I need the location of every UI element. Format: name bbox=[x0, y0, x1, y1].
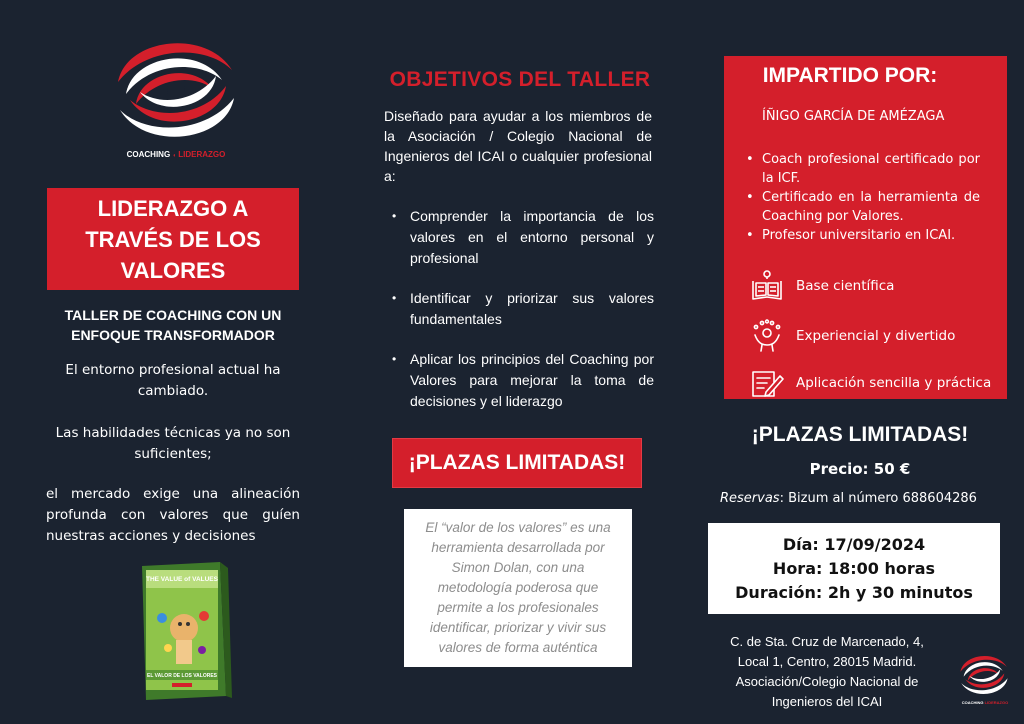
feature-experiencial bbox=[750, 318, 1000, 354]
event-time: Hora: 18:00 horas bbox=[772, 558, 936, 578]
workshop-subtitle: TALLER DE COACHING CON UN ENFOQUE TRANSFORMADOR bbox=[64, 307, 282, 343]
feature-label: Base científica bbox=[796, 278, 895, 294]
plazas-limitadas-heading: ¡PLAZAS LIMITADAS! bbox=[751, 423, 969, 446]
reservations-info bbox=[720, 491, 1010, 506]
venue-address bbox=[704, 632, 950, 712]
workshop-title-banner bbox=[47, 188, 299, 290]
event-duration: Duración: 2h y 30 minutos bbox=[735, 582, 973, 602]
intro-paragraph-1: El entorno profesional actual ha cambiado. bbox=[65, 362, 281, 399]
address-line: Ingenieros del ICAI bbox=[771, 694, 883, 709]
logo-small-word-liderazgo: LIDERAZGO bbox=[984, 700, 1009, 705]
intro-paragraph-2: Las habilidades técnicas ya no son suficientes; bbox=[55, 425, 291, 462]
address-line: C. de Sta. Cruz de Marcenado, 4, bbox=[730, 634, 924, 649]
credential-item: • Coach profesional certificado por la ICF. bbox=[744, 150, 980, 188]
credential-item: • Profesor universitario en ICAI. bbox=[744, 226, 980, 245]
event-date: Día: 17/09/2024 bbox=[782, 534, 926, 554]
quote-text: El “valor de los valores” es una herramienta desarrollada por Simon Dolan, con una metodología poderosa que permite a los profesionales identificar, priorizar y vivir sus valores de forma auténtica bbox=[425, 520, 611, 655]
reservations-label: Reservas bbox=[720, 491, 780, 506]
plazas-limitadas-banner bbox=[392, 438, 642, 488]
celebrating-person-icon bbox=[750, 319, 784, 353]
objective-item: • Comprender la importancia de los valores en el entorno personal y profesional bbox=[384, 206, 654, 269]
product-subtitle: EL VALOR DE LOS VALORES bbox=[146, 673, 218, 679]
price-label: Precio: 50 € bbox=[809, 460, 911, 478]
workshop-title: LIDERAZGO A TRAVÉS DE LOS VALORES bbox=[85, 195, 261, 283]
objectives-title: OBJETIVOS DEL TALLER bbox=[389, 68, 651, 91]
plazas-limitadas-label: ¡PLAZAS LIMITADAS! bbox=[408, 451, 626, 474]
value-of-values-product-image bbox=[128, 558, 232, 704]
feature-label: Aplicación sencilla y práctica bbox=[796, 375, 992, 391]
product-title: THE VALUE of VALUES bbox=[146, 576, 218, 583]
credentials-list bbox=[744, 150, 980, 245]
quote-box bbox=[404, 509, 632, 667]
address-line: Asociación/Colegio Nacional de bbox=[735, 674, 919, 689]
credential-item: • Certificado en la herramienta de Coaching por Valores. bbox=[744, 188, 980, 226]
objectives-intro: Diseñado para ayudar a los miembros de la Asociación / Colegio Nacional de Ingenieros del ICAI o cualquier profesional a: bbox=[384, 108, 652, 184]
feature-label: Experiencial y divertido bbox=[796, 328, 956, 344]
book-lightbulb-icon bbox=[750, 269, 784, 303]
objective-item: • Identificar y priorizar sus valores fundamentales bbox=[384, 288, 654, 330]
logo-word-liderazgo: LIDERAZGO bbox=[178, 150, 226, 159]
writing-pad-icon bbox=[750, 366, 784, 400]
instructor-title: IMPARTIDO POR: bbox=[762, 64, 938, 87]
logo-word-coaching: COACHING bbox=[126, 150, 171, 159]
event-schedule-box bbox=[708, 523, 1000, 614]
intro-paragraph-3: el mercado exige una alineación profunda con valores que guíen nuestras acciones y decisiones bbox=[46, 486, 300, 544]
address-line: Local 1, Centro, 28015 Madrid. bbox=[737, 654, 917, 669]
reservations-text: : Bizum al número 688604286 bbox=[779, 491, 977, 506]
feature-base-cientifica bbox=[750, 268, 1000, 304]
objective-item: • Aplicar los principios del Coaching por Valores para mejorar la toma de decisiones y el liderazgo bbox=[384, 349, 654, 412]
coaching-liderazgo-logo bbox=[112, 34, 240, 146]
logo-small-caption bbox=[952, 700, 1018, 705]
logo-small-word-coaching: COACHING bbox=[961, 700, 984, 705]
logo-caption bbox=[100, 150, 252, 159]
feature-aplicacion bbox=[750, 365, 1000, 401]
coaching-liderazgo-logo-small bbox=[958, 652, 1010, 698]
instructor-name: ÍÑIGO GARCÍA DE AMÉZAGA bbox=[762, 109, 945, 124]
logo-separator-icon: ◖ bbox=[172, 153, 177, 159]
